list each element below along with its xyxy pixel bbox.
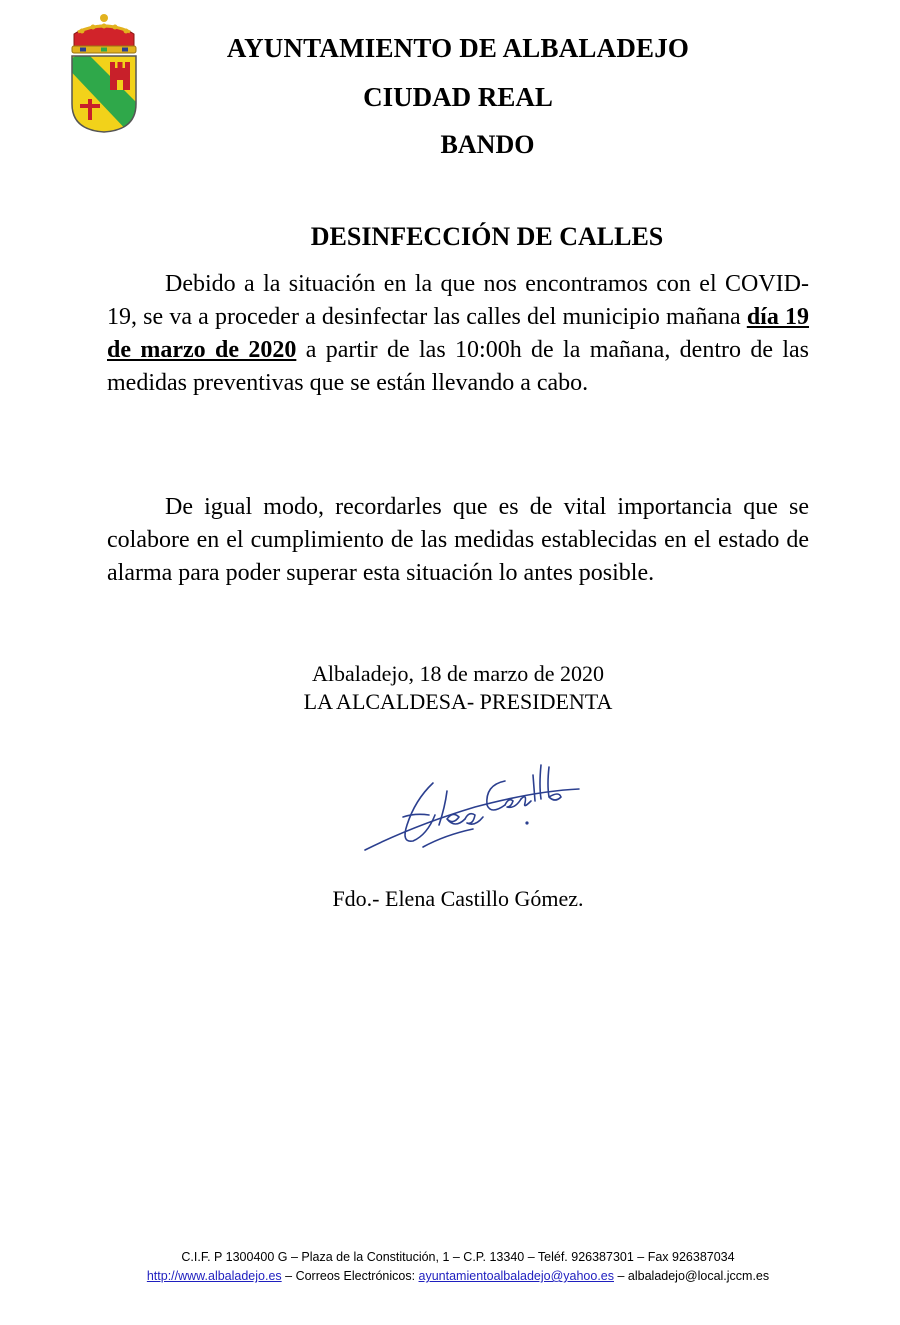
- footer-contact-line: C.I.F. P 1300400 G – Plaza de la Constitución, 1 – C.P. 13340 – Teléf. 926387301 – Fax 926387034: [181, 1250, 735, 1264]
- email-jccm: albaladejo@local.jccm.es: [627, 1269, 770, 1283]
- footer-web-email-line: [60, 1267, 856, 1285]
- website-link[interactable]: http://www.albaladejo.es: [146, 1269, 282, 1283]
- paragraph-2: De igual modo, recordarles que es de vital importancia que se colabore en el cumplimiento de las medidas establecidas en el estado de alarma para poder superar esta situación lo antes posible.: [107, 494, 809, 586]
- paragraph-1-intro: Debido a la situación en la que nos encontramos con el COVID-19, se va a proceder a desinfectar las calles del municipio mañana: [107, 271, 809, 330]
- highlighted-date: día 19 de marzo de 2020: [107, 304, 810, 363]
- signatory-office: LA ALCALDESA- PRESIDENTA: [303, 689, 613, 714]
- signed-by: Fdo.- Elena Castillo Gómez.: [332, 886, 584, 911]
- council-name: AYUNTAMIENTO DE ALBALADEJO: [226, 33, 690, 63]
- signature-image: [355, 755, 590, 860]
- email-link-yahoo[interactable]: ayuntamientoalbaladejo@yahoo.es: [418, 1269, 614, 1283]
- place-date: Albaladejo, 18 de marzo de 2020: [311, 661, 604, 686]
- emails-label: – Correos Electrónicos:: [281, 1269, 419, 1283]
- document-type: BANDO: [440, 130, 535, 159]
- notice-title: DESINFECCIÓN DE CALLES: [310, 222, 664, 251]
- footer-separator: –: [614, 1269, 628, 1283]
- province-name: CIUDAD REAL: [363, 82, 553, 112]
- paragraph-1-rest: a partir de las 10:00h de la mañana, dentro de las medidas preventivas que se están llevando a cabo.: [107, 337, 810, 396]
- coat-of-arms-icon: [66, 12, 142, 136]
- paragraph-1: [107, 268, 809, 400]
